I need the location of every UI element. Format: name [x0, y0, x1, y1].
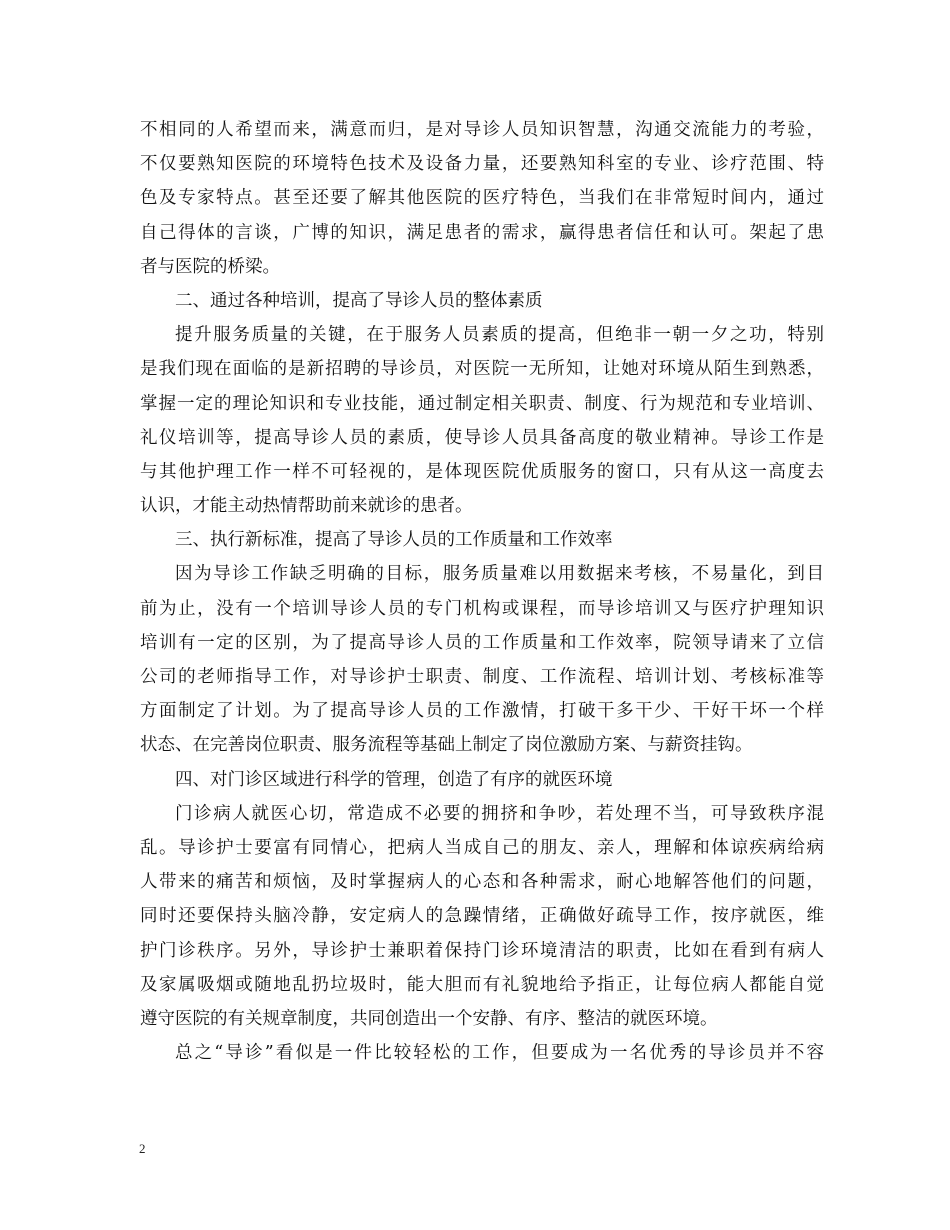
text-line: 四、对门诊区域进行科学的管理，创造了有序的就医环境: [175, 769, 613, 790]
text-line: 是我们现在面临的是新招聘的导诊员，对医院一无所知，让她对环境从陌生到熟悉，: [140, 359, 824, 380]
text-line: 遵守医院的有关规章制度，共同创造出一个安静、有序、整洁的就医环境。: [140, 1008, 718, 1029]
text-line: 总之“导诊”看似是一件比较轻松的工作，但要成为一名优秀的导诊员并不容: [175, 1043, 824, 1064]
text-line: 培训有一定的区别，为了提高导诊人员的工作质量和工作效率，院领导请来了立信: [140, 632, 824, 653]
text-line: 前为止，没有一个培训导诊人员的专门机构或课程，而导诊培训又与医疗护理知识: [140, 598, 824, 619]
text-line: 公司的老师指导工作，对导诊护士职责、制度、工作流程、培训计划、考核标准等: [140, 667, 824, 687]
text-line: 及家属吸烟或随地乱扔垃圾时，能大胆而有礼貌地给予指正，让每位病人都能自觉: [140, 974, 824, 995]
text-line: 门诊病人就医心切，常造成不必要的拥挤和争吵，若处理不当，可导致秩序混: [175, 803, 824, 824]
text-line: 认识，才能主动热情帮助前来就诊的患者。: [140, 496, 473, 517]
text-line: 与其他护理工作一样不可轻视的，是体现医院优质服务的窗口，只有从这一高度去: [140, 461, 824, 482]
text-line: 不相同的人希望而来，满意而归，是对导诊人员知识智慧，沟通交流能力的考验，: [140, 120, 824, 140]
text-line: 人带来的痛苦和烦恼，及时掌握病人的心态和各种需求，耐心地解答他们的问题，: [140, 872, 824, 893]
text-line: 因为导诊工作缺乏明确的目标，服务质量难以用数据来考核，不易量化，到目: [175, 564, 824, 585]
text-line: 状态、在完善岗位职责、服务流程等基础上制定了岗位激励方案、与薪资挂钩。: [140, 735, 753, 756]
text-line: 掌握一定的理论知识和专业技能，通过制定相关职责、制度、行为规范和专业培训、: [140, 393, 824, 414]
text-line: 不仅要熟知医院的环境特色技术及设备力量，还要熟知科室的专业、诊疗范围、特: [140, 154, 824, 175]
text-line: 三、执行新标准，提高了导诊人员的工作质量和工作效率: [175, 530, 613, 551]
text-line: 方面制定了计划。为了提高导诊人员的工作激情，打破干多干少、干好干坏一个样: [140, 701, 824, 722]
text-line: 色及专家特点。甚至还要了解其他医院的医疗特色，当我们在非常短时间内，通过: [140, 188, 824, 209]
page-number: 2: [139, 1141, 146, 1156]
text-line: 护门诊秩序。另外，导诊护士兼职着保持门诊环境清洁的职责，比如在看到有病人: [140, 940, 824, 961]
text-line: 二、通过各种培训，提高了导诊人员的整体素质: [175, 290, 543, 311]
text-line: 礼仪培训等，提高导诊人员的素质，使导诊人员具备高度的敬业精神。导诊工作是: [140, 427, 824, 448]
text-line: 同时还要保持头脑冷静，安定病人的急躁情绪，正确做好疏导工作，按序就医，维: [140, 906, 824, 927]
text-line: 提升服务质量的关键，在于服务人员素质的提高，但绝非一朝一夕之功，特别: [175, 325, 824, 346]
text-line: 者与医院的桥梁。: [140, 256, 280, 277]
text-line: 乱。导诊护士要富有同情心，把病人当成自己的朋友、亲人，理解和体谅疾病给病: [140, 837, 824, 858]
document-body: [140, 113, 824, 1070]
text-line: 自己得体的言谈，广博的知识，满足患者的需求，赢得患者信任和认可。架起了患: [140, 222, 824, 243]
